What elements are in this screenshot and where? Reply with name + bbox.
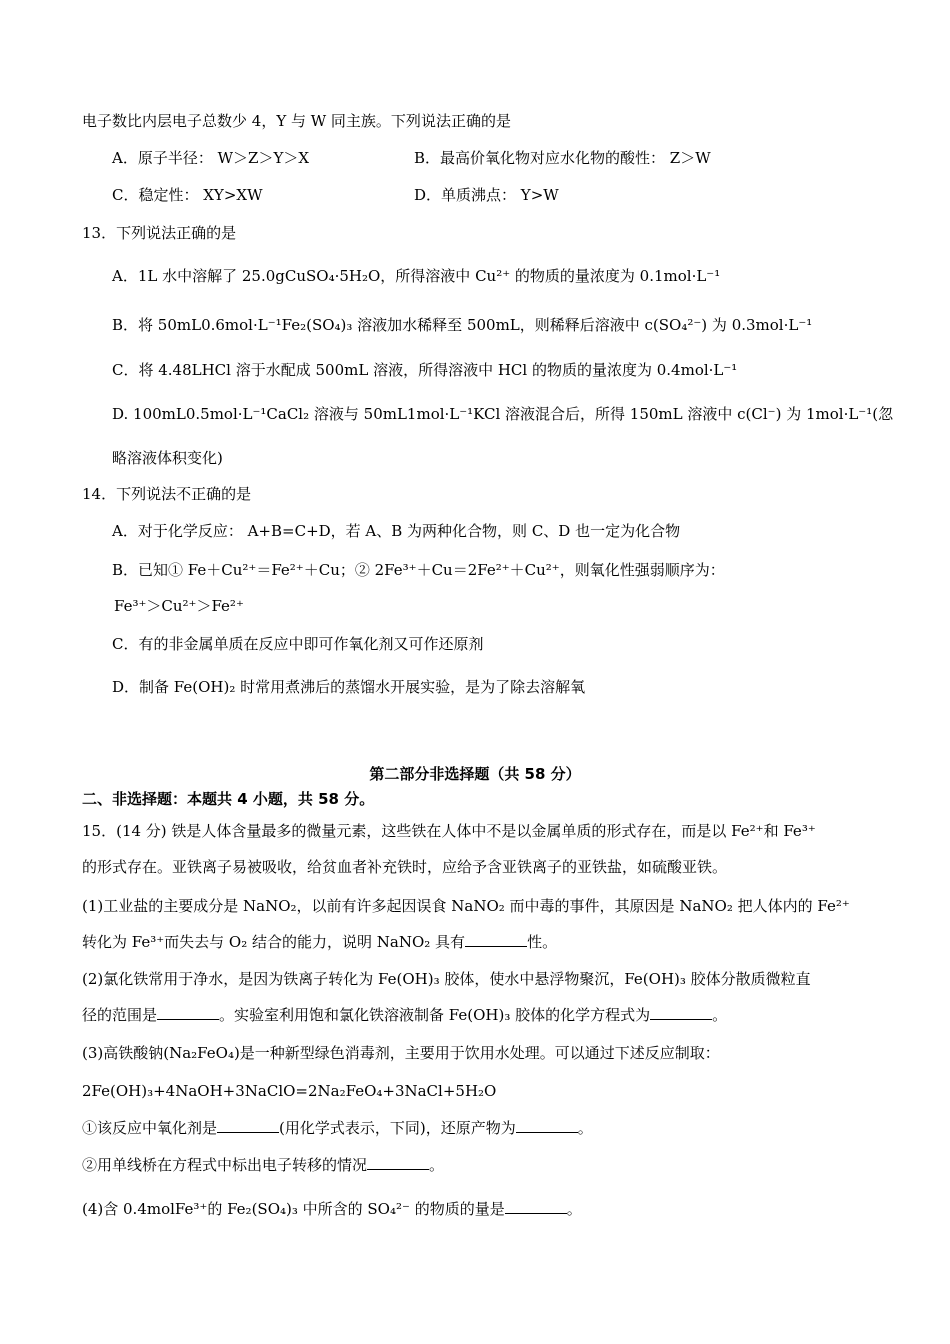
q15-part3-line1: (3)高铁酸钠(Na₂FeO₄)是一种新型绿色消毒剂，主要用于饮用水处理。可以通过下述反应制取： [82,1044,720,1062]
q15-part1-text: 转化为 Fe³⁺而失去与 O₂ 结合的能力，说明 NaNO₂ 具有 [82,933,466,951]
answer-blank[interactable] [505,1199,567,1214]
q15-part3-sub2-end: 。 [429,1156,445,1174]
q15-part3-sub1-mid: (用化学式表示，下同)，还原产物为 [279,1119,516,1137]
q13-option-a: A．1L 水中溶解了 25.0gCuSO₄·5H₂O，所得溶液中 Cu²⁺ 的物质的量浓度为 0.1mol·L⁻¹ [112,267,721,285]
answer-blank[interactable] [516,1118,578,1133]
q13-option-d-line1: D. 100mL0.5mol·L⁻¹CaCl₂ 溶液与 50mL1mol·L⁻¹KCl 溶液混合后，所得 150mL 溶液中 c(Cl⁻) 为 1mol·L⁻¹(忽 [112,405,894,423]
q13-stem: 13．下列说法正确的是 [82,224,237,242]
q15-part3-sub1 [82,1118,593,1138]
q15-part2-line1: (2)氯化铁常用于净水，是因为铁离子转化为 Fe(OH)₃ 胶体，使水中悬浮物聚沉，Fe(OH)₃ 胶体分散质微粒直 [82,970,811,988]
q12-option-c: C．稳定性： XY>XW [112,186,263,204]
q13-option-d-line2: 略溶液体积变化) [112,449,223,467]
q15-line1: 15．(14 分) 铁是人体含量最多的微量元素，这些铁在人体中不是以金属单质的形式存在，而是以 Fe²⁺和 Fe³⁺ [82,822,816,840]
answer-blank[interactable] [157,1005,219,1020]
q15-part2-text-mid: 。实验室利用饱和氯化铁溶液制备 Fe(OH)₃ 胶体的化学方程式为 [219,1006,651,1024]
q12-tail: 电子数比内层电子总数少 4，Y 与 W 同主族。下列说法正确的是 [82,112,511,130]
q15-part3-sub2-text: ②用单线桥在方程式中标出电子转移的情况 [82,1156,368,1174]
answer-blank[interactable] [465,932,527,947]
q15-part2-line2 [82,1005,727,1025]
q14-option-b-line2: Fe³⁺＞Cu²⁺＞Fe²⁺ [114,597,244,615]
q12-option-d: D．单质沸点： Y>W [414,186,559,204]
q14-option-c: C．有的非金属单质在反应中即可作氧化剂又可作还原剂 [112,635,484,653]
q13-option-b: B．将 50mL0.6mol·L⁻¹Fe₂(SO₄)₃ 溶液加水稀释至 500mL，则稀释后溶液中 c(SO₄²⁻) 为 0.3mol·L⁻¹ [112,316,813,334]
q14-option-d: D．制备 Fe(OH)₂ 时常用煮沸后的蒸馏水开展实验，是为了除去溶解氧 [112,678,586,696]
q15-part2-text-end: 。 [712,1006,728,1024]
answer-blank[interactable] [367,1155,429,1170]
q13-option-c: C．将 4.48LHCl 溶于水配成 500mL 溶液，所得溶液中 HCl 的物质的量浓度为 0.4mol·L⁻¹ [112,361,738,379]
q12-option-a: A．原子半径： W＞Z＞Y＞X [112,149,310,167]
q15-part3-sub1-text: ①该反应中氧化剂是 [82,1119,218,1137]
part2-title: 第二部分非选择题（共 58 分） [369,765,581,783]
q15-part3-sub2 [82,1155,444,1175]
answer-blank[interactable] [650,1005,712,1020]
q15-part2-text: 径的范围是 [82,1006,158,1024]
answer-blank[interactable] [217,1118,279,1133]
q15-part4-text: (4)含 0.4molFe³⁺的 Fe₂(SO₄)₃ 中所含的 SO₄²⁻ 的物质的量是 [82,1200,505,1218]
q15-part3-sub1-end: 。 [577,1119,593,1137]
q15-part1-line2 [82,932,557,952]
q14-option-b-line1: B．已知① Fe＋Cu²⁺＝Fe²⁺＋Cu；② 2Fe³⁺＋Cu＝2Fe²⁺＋Cu²⁺，则氧化性强弱顺序为： [112,561,725,579]
section-heading: 二、非选择题：本题共 4 小题，共 58 分。 [82,790,375,808]
q15-part1-text-end: 性。 [527,933,558,951]
q12-option-b: B．最高价氧化物对应水化物的酸性： Z＞W [414,149,711,167]
q15-part1-line1: (1)工业盐的主要成分是 NaNO₂，以前有许多起因误食 NaNO₂ 而中毒的事件，其原因是 NaNO₂ 把人体内的 Fe²⁺ [82,897,850,915]
q15-part3-equation: 2Fe(OH)₃+4NaOH+3NaClO=2Na₂FeO₄+3NaCl+5H₂O [82,1082,497,1100]
q15-line2: 的形式存在。亚铁离子易被吸收，给贫血者补充铁时，应给予含亚铁离子的亚铁盐，如硫酸亚铁。 [82,858,728,876]
q15-part4 [82,1199,582,1219]
q14-stem: 14．下列说法不正确的是 [82,485,252,503]
q15-part4-end: 。 [566,1200,582,1218]
q14-option-a: A．对于化学反应： A+B=C+D，若 A、B 为两种化合物，则 C、D 也一定为化合物 [112,522,681,540]
